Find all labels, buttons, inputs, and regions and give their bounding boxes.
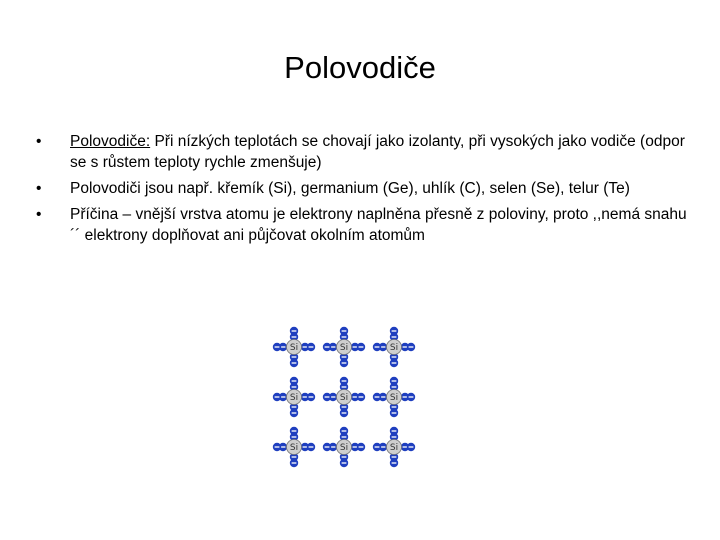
- atom-label: Si: [389, 343, 399, 353]
- bullet-text: Při nízkých teplotách se chovají jako izolanty, při vysokých jako vodiče (odpor se s růstem teploty rychle zmenšuje): [70, 133, 685, 171]
- slide-title: Polovodiče: [284, 50, 436, 85]
- bullet-marker: •: [36, 133, 42, 150]
- bullet-marker: •: [36, 180, 42, 197]
- bullet-item: [36, 131, 696, 173]
- bullet-term: Polovodiče:: [70, 133, 151, 150]
- atom-label: Si: [339, 343, 349, 353]
- bullet-item: [36, 178, 696, 199]
- atom-label: Si: [289, 393, 299, 403]
- bullet-item: [36, 204, 696, 246]
- bullet-text: Polovodiči jsou např. křemík (Si), germanium (Ge), uhlík (C), selen (Se), telur (Te): [70, 180, 630, 197]
- atom-label: Si: [339, 393, 349, 403]
- atom-label: Si: [389, 393, 399, 403]
- atom-label: Si: [289, 343, 299, 353]
- atom-label: Si: [389, 443, 399, 453]
- atom-label: Si: [339, 443, 349, 453]
- bullet-text: Příčina – vnější vrstva atomu je elektrony naplněna přesně z poloviny, proto ,,nemá snahu´´ elektrony doplňovat ani půjčovat okolním atomům: [70, 206, 687, 244]
- silicon-lattice-diagram: [266, 320, 422, 470]
- bullet-marker: •: [36, 206, 42, 223]
- bullet-list: [36, 131, 696, 251]
- atom-label: Si: [289, 443, 299, 453]
- lattice-svg: [266, 320, 422, 470]
